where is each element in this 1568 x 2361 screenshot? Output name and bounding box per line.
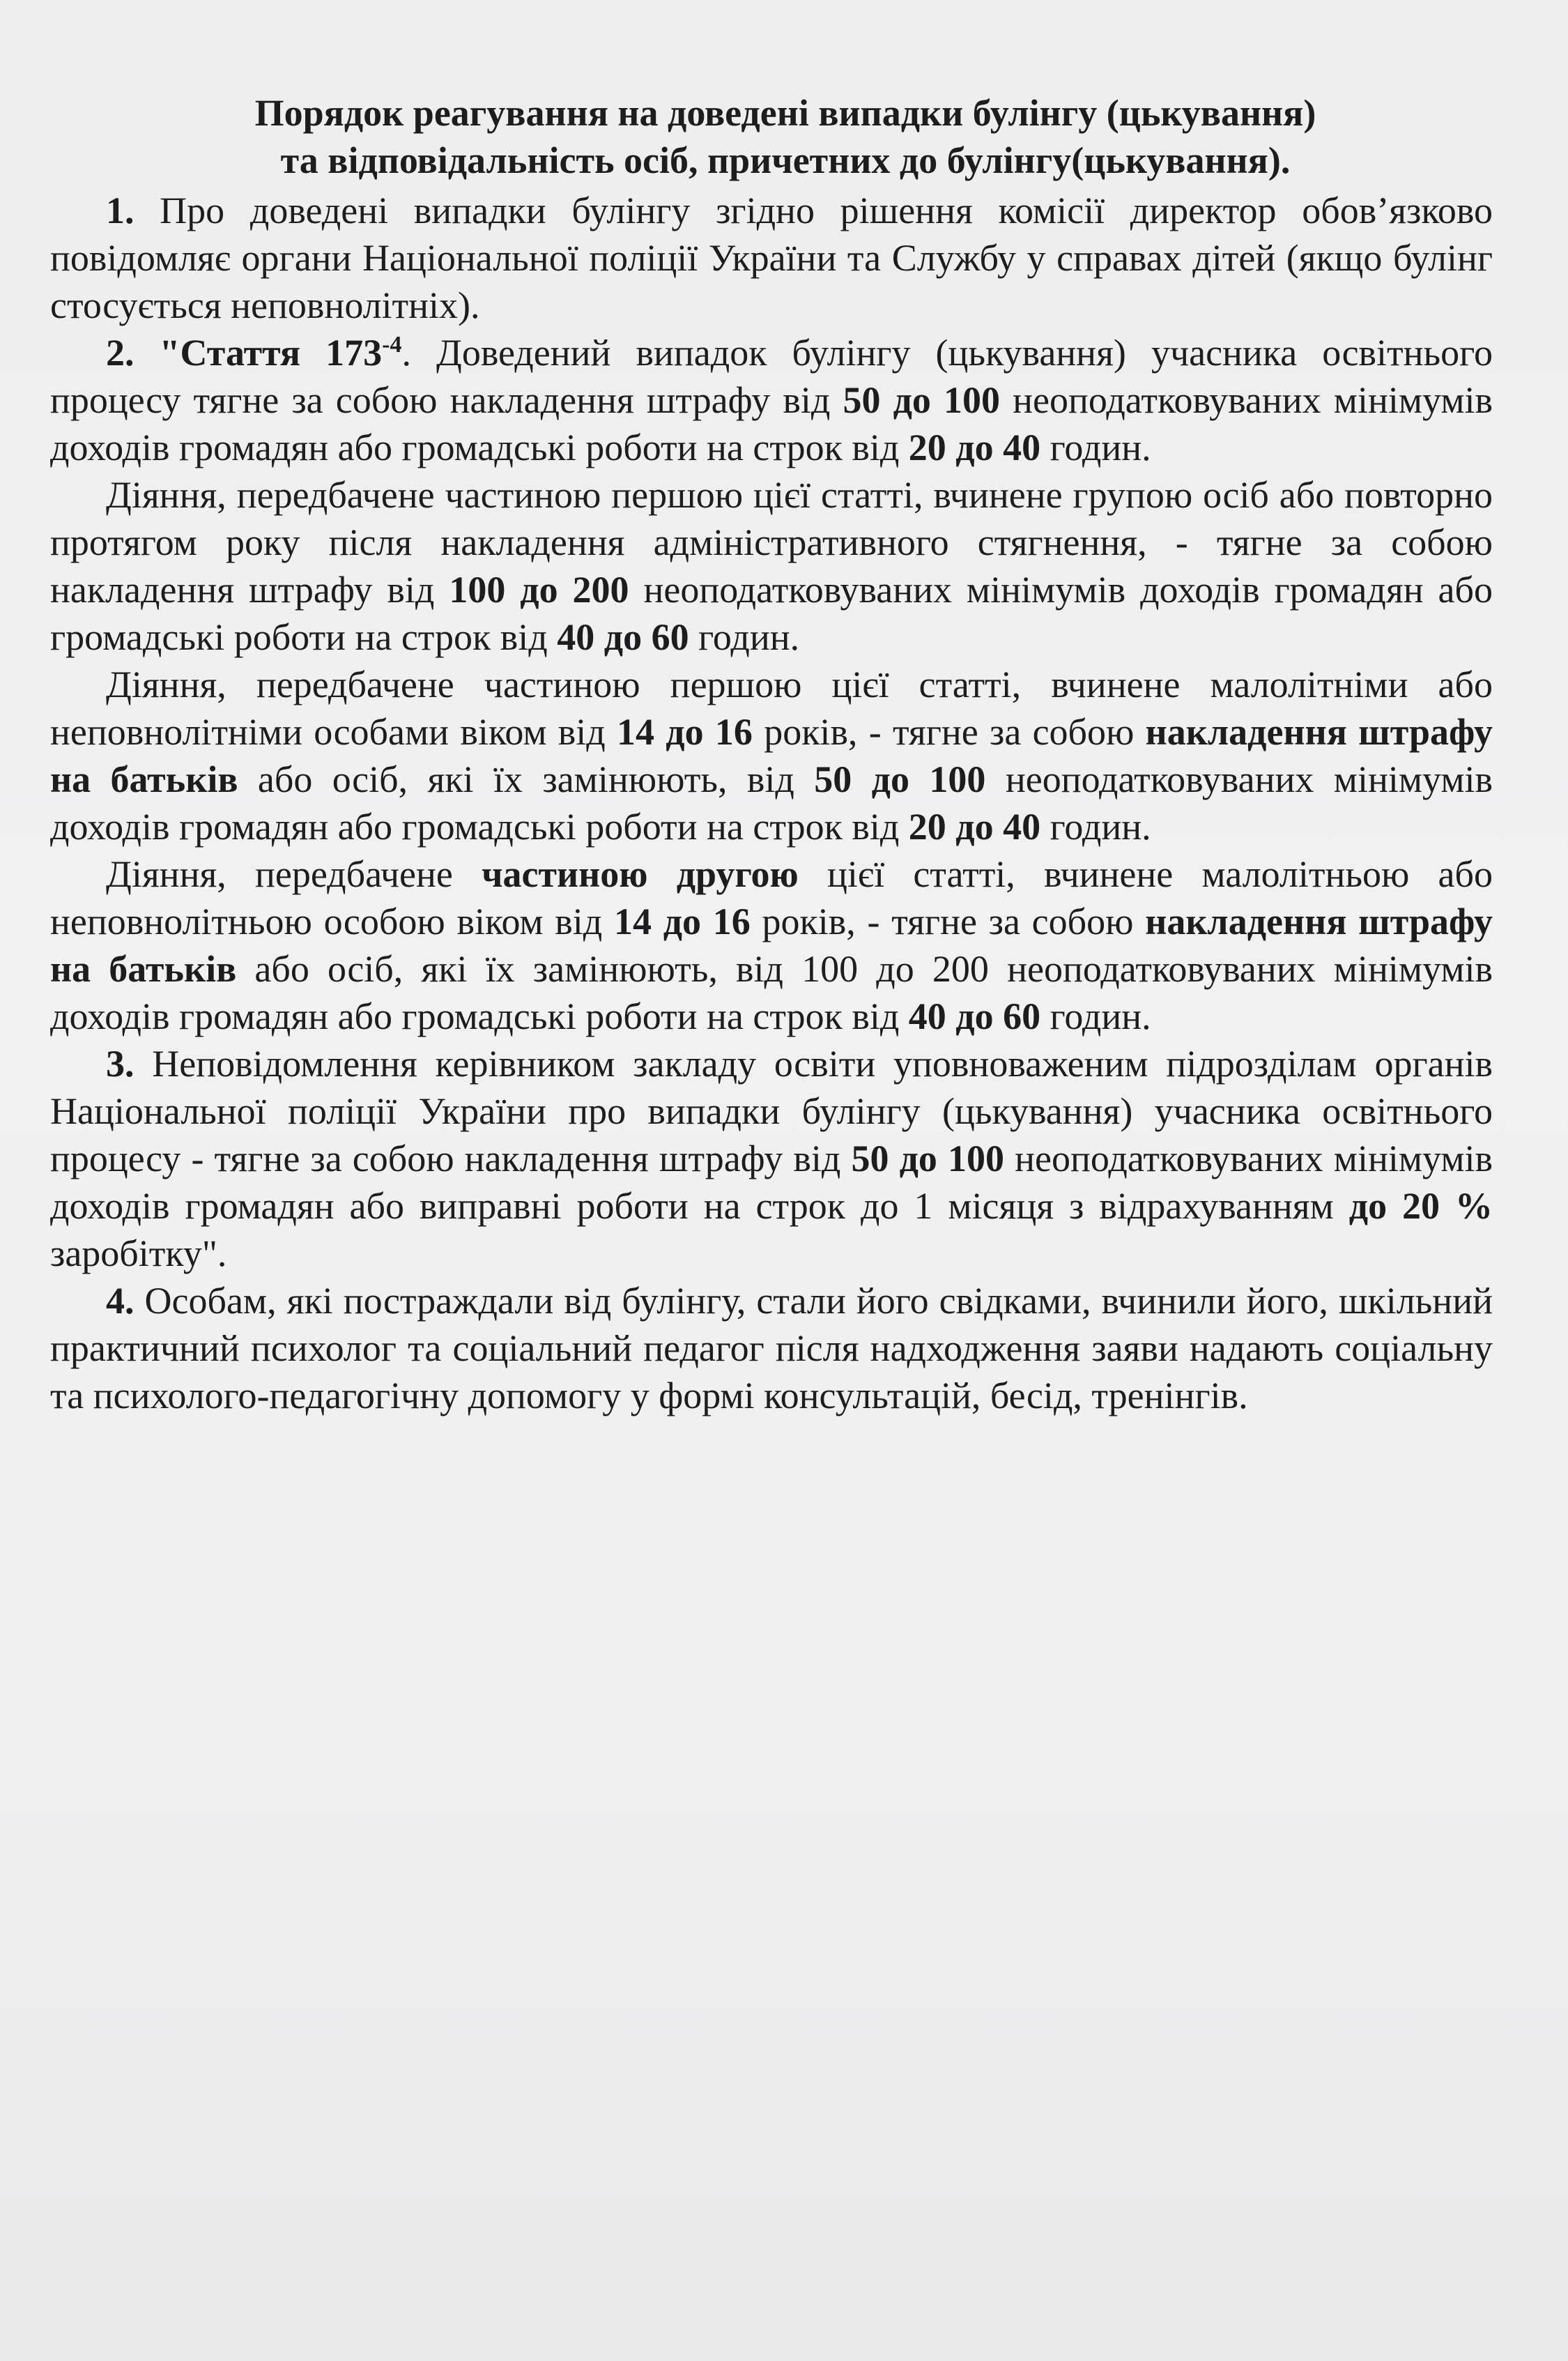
paragraph-2-number: 2. — [106, 332, 134, 374]
paragraph-1 — [50, 187, 1493, 329]
paragraph-2 — [50, 329, 1493, 471]
paragraph-6-text-3: заробітку". — [50, 1232, 227, 1274]
paragraph-4-bold-4: 20 до 40 — [908, 806, 1041, 848]
title-line-1: Порядок реагування на доведені випадки булінгу (цькування) — [254, 92, 1316, 134]
paragraph-5-text-4: або осіб, які їх замінюють, від 100 до 200 неоподатковуваних мінімумів доходів громадян або громадські роботи на строк від — [50, 948, 1493, 1037]
paragraph-2-text-2: неоподатковуваних мінімумів доходів громадян або громадські роботи на строк від — [50, 379, 1493, 468]
paragraph-5-text-2: цієї статті, вчинене малолітньою або неповнолітньою особою віком від — [50, 853, 1493, 942]
paragraph-4-bold-3: 50 до 100 — [814, 758, 986, 800]
paragraph-7-number: 4. — [106, 1280, 134, 1322]
paragraph-6-bold-2: до 20 % — [1348, 1185, 1493, 1227]
paragraph-3-bold-1: 100 до 200 — [449, 569, 629, 611]
paragraph-3 — [50, 471, 1493, 661]
document-title — [50, 89, 1493, 184]
title-line-2: та відповідальність осіб, причетних до булінгу(цькування). — [280, 139, 1291, 181]
paragraph-1-number: 1. — [106, 190, 134, 231]
paragraph-4-text-3: або осіб, які їх замінюють, від — [238, 758, 815, 800]
paragraph-5-bold-3: накладення штрафу на батьків — [50, 901, 1493, 990]
paragraph-6 — [50, 1040, 1493, 1277]
paragraph-2-text-1: . Доведений випадок булінгу (цькування) учасника освітнього процесу тягне за собою накладення штрафу від — [50, 332, 1493, 421]
paragraph-6-number: 3. — [106, 1043, 134, 1085]
paragraph-6-text-2: неоподатковуваних мінімумів доходів громадян або виправні роботи на строк до 1 місяця з відрахуванням — [50, 1138, 1493, 1227]
paragraph-3-text-2: неоподатковуваних мінімумів доходів громадян або громадські роботи на строк від — [50, 569, 1493, 658]
article-superscript: -4 — [382, 332, 402, 358]
paragraph-4-text-1: Діяння, передбачене частиною першою цієї статті, вчинене малолітніми або неповнолітніми особами віком від — [50, 664, 1493, 753]
paragraph-4-bold-2: накладення штрафу на батьків — [50, 711, 1493, 800]
paragraph-4 — [50, 661, 1493, 850]
paragraph-3-text-3: годин. — [689, 616, 800, 658]
paragraph-5-text-1: Діяння, передбачене — [106, 853, 482, 895]
paragraph-5-text-5: годин. — [1040, 995, 1151, 1037]
document-body — [50, 89, 1493, 1419]
paragraph-7-text: Особам, які постраждали від булінгу, стали його свідками, вчинили його, шкільний практичний психолог та соціальний педагог після надходження заяви надають соціальну та психолого-педагогічну допомогу у формі консультацій, бесід, тренінгів. — [50, 1280, 1493, 1416]
paragraph-4-text-4: неоподатковуваних мінімумів доходів громадян або громадські роботи на строк від — [50, 758, 1493, 848]
paragraph-3-text-1: Діяння, передбачене частиною першою цієї статті, вчинене групою осіб або повторно протягом року після накладення адміністративного стягнення, - тягне за собою накладення штрафу від — [50, 474, 1493, 611]
paragraph-4-text-2: років, - тягне за собою — [752, 711, 1146, 753]
paragraph-5 — [50, 850, 1493, 1040]
paragraph-5-bold-1: частиною другою — [482, 853, 799, 895]
article-reference: "Стаття 173 — [134, 332, 383, 374]
paragraph-5-text-3: років, - тягне за собою — [750, 901, 1146, 942]
paragraph-2-bold-1: 50 до 100 — [843, 379, 1001, 421]
paragraph-5-bold-2: 14 до 16 — [614, 901, 751, 942]
paragraph-7 — [50, 1277, 1493, 1419]
paragraph-6-bold-1: 50 до 100 — [851, 1138, 1005, 1179]
paragraph-1-text: Про доведені випадки булінгу згідно рішення комісії директор обов’язково повідомляє органи Національної поліції України та Службу у справах дітей (якщо булінг стосується неповнолітніх). — [50, 190, 1493, 326]
paragraph-4-text-5: годин. — [1040, 806, 1151, 848]
paragraph-2-bold-2: 20 до 40 — [908, 427, 1041, 468]
paragraph-6-text-1: Неповідомлення керівником закладу освіти уповноваженим підрозділам органів Національної поліції України про випадки булінгу (цькування) учасника освітнього процесу - тягне за собою накладення штрафу від — [50, 1043, 1493, 1179]
paragraph-2-text-3: годин. — [1040, 427, 1151, 468]
paragraph-4-bold-1: 14 до 16 — [617, 711, 753, 753]
paragraph-5-bold-4: 40 до 60 — [908, 995, 1041, 1037]
paragraph-3-bold-2: 40 до 60 — [557, 616, 689, 658]
